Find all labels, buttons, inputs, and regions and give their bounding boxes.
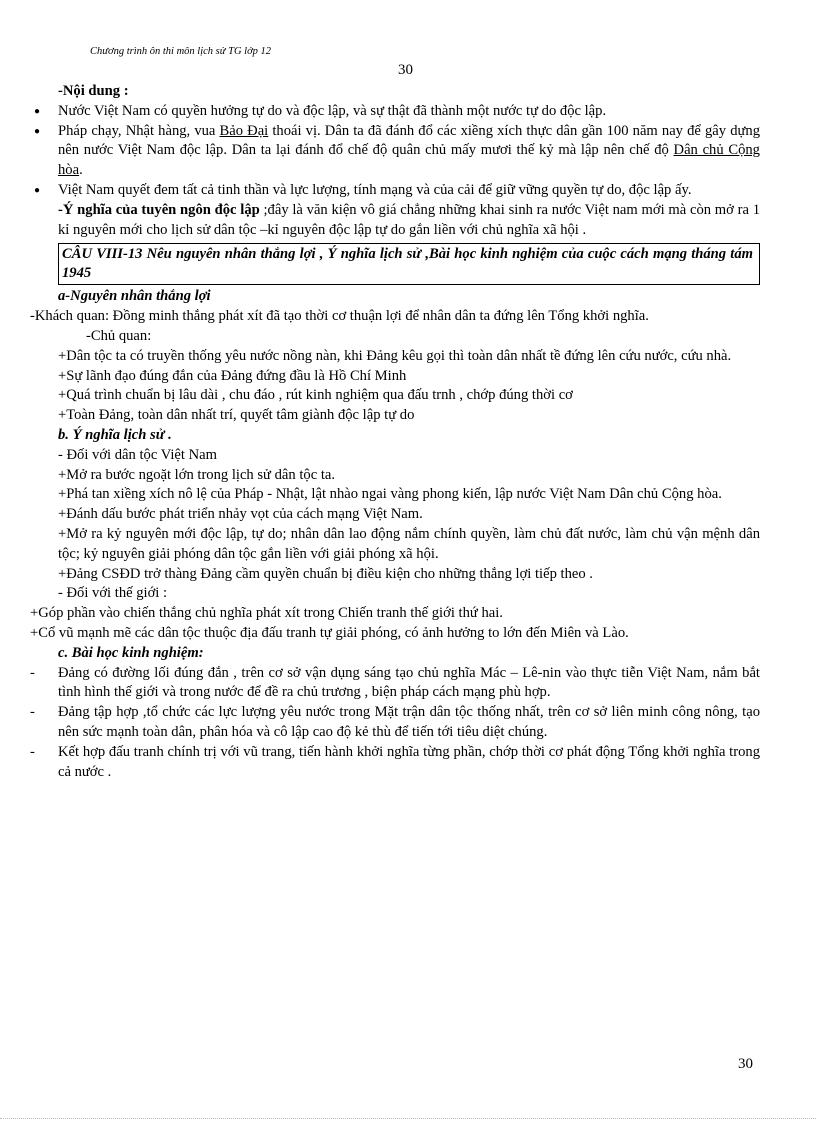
- dash-marker: -: [30, 664, 35, 681]
- dan-chu-cong-hoa-underlined: Dân chủ Cộng hòa: [58, 142, 760, 179]
- noidung-heading: -Nội dung :: [58, 83, 129, 99]
- bao-dai-underlined: Bảo Đại: [219, 122, 269, 139]
- vn-item-3: +Đánh dấu bước phát triển nhảy vọt của cách mạng Việt Nam.: [58, 506, 423, 523]
- vn-item-4: +Mở ra kỷ nguyên mới độc lập, tự do; nhân dân lao động nắm chính quyền, làm chủ đất nước, làm chủ vận mệnh dân tộc; kỷ nguyên giải phóng dân tộc gắn liền với giải phóng xã hội.: [58, 525, 760, 562]
- objective-cause: -Khách quan: Đồng minh thắng phát xít đã tạo thời cơ thuận lợi để nhân dân ta đứng lên Tổng khởi nghĩa.: [30, 308, 649, 325]
- section-c-heading: c. Bài học kinh nghiệm:: [58, 644, 204, 661]
- subjective-item-4: +Toàn Đảng, toàn dân nhất trí, quyết tâm giành độc lập tự do: [58, 407, 415, 424]
- subjective-label: -Chủ quan:: [86, 327, 152, 344]
- section-a-heading: a-Nguyên nhân thắng lợi: [58, 288, 211, 305]
- lesson-item-2: [30, 703, 760, 743]
- significance-label: -Ý nghĩa của tuyên ngôn độc lập: [58, 201, 260, 218]
- noidung-bullet-3: ● Việt Nam quyết đem tất cả tinh thần và lực lượng, tính mạng và của cải để giữ vững quyền tự do, độc lập ấy.: [30, 181, 760, 201]
- world-label: - Đối với thế giới :: [58, 585, 168, 602]
- lesson-item-1: [30, 664, 760, 704]
- section-b-heading: b. Ý nghĩa lịch sử .: [58, 426, 172, 443]
- world-item-1: +Góp phần vào chiến thắng chủ nghĩa phát xít trong Chiến tranh thế giới thứ hai.: [30, 605, 503, 622]
- dash-marker: -: [30, 743, 35, 760]
- course-header-note: Chương trình ôn thi môn lịch sử TG lớp 12: [90, 46, 272, 57]
- lesson-text-1: Đảng có đường lối đúng đắn , trên cơ sở vận dụng sáng tạo chủ nghĩa Mác – Lê-nin vào thực tiễn Việt Nam, nắm bắt tình hình thế giới và trong nước để đề ra chủ trương , biện pháp cách mạng phù hợp.: [58, 664, 760, 701]
- page-number-bottom: 30: [738, 1056, 753, 1072]
- bullet2-text-b: thoái vị. Dân ta đã đánh đổ các xiềng xích thực dân gần 100 năm nay để gây dựng nên nước Việt Nam độc lập. Dân ta lại đánh đổ chế độ quân chủ mấy mươi thế kỷ mà lập nên chế độ: [58, 122, 760, 159]
- significance-paragraph: [30, 201, 760, 241]
- vn-item-2: +Phá tan xiềng xích nô lệ của Pháp - Nhật, lật nhào ngai vàng phong kiến, lập nước Việt Nam Dân chủ Cộng hòa.: [58, 486, 722, 503]
- question-box: CÂU VIII-13 Nêu nguyên nhân thắng lợi , Ý nghĩa lịch sử ,Bài học kinh nghiệm của cuộc cách mạng tháng tám 1945: [58, 243, 760, 285]
- bullet2-text-a: Pháp chạy, Nhật hàng, vua: [58, 122, 220, 139]
- vn-item-5: +Đảng CSĐD trở thàng Đảng cầm quyền chuẩn bị điều kiện cho những thắng lợi tiếp theo .: [58, 565, 593, 582]
- document-body: [30, 82, 760, 782]
- subjective-item-1: +Dân tộc ta có truyền thống yêu nước nồng nàn, khi Đảng kêu gọi thì toàn dân nhất tề đứng lên cứu nước, cứu nhà.: [58, 347, 732, 364]
- page-number-top: 30: [398, 62, 413, 78]
- bullet2-text-c: .: [79, 162, 83, 179]
- noidung-bullet-1: ● Nước Việt Nam có quyền hưởng tự do và độc lập, và sự thật đã thành một nước tự do độc lập.: [30, 102, 760, 122]
- world-item-2: +Cổ vũ mạnh mẽ các dân tộc thuộc địa đấu tranh tự giải phóng, có ảnh hưởng to lớn đến Miên và Lào.: [30, 624, 629, 641]
- vn-label: - Đối với dân tộc Việt Nam: [58, 446, 217, 463]
- vn-item-1: +Mở ra bước ngoặt lớn trong lịch sử dân tộc ta.: [58, 466, 335, 483]
- lesson-item-3: [30, 743, 760, 783]
- dash-marker: -: [30, 704, 35, 721]
- noidung-bullet-2: [30, 122, 760, 181]
- lesson-text-3: Kết hợp đấu tranh chính trị với vũ trang, tiến hành khởi nghĩa từng phần, chớp thời cơ phát động Tổng khởi nghĩa trong cả nước .: [58, 743, 760, 780]
- subjective-item-2: +Sự lãnh đạo đúng đắn của Đảng đứng đầu là Hồ Chí Minh: [58, 367, 407, 384]
- page-bottom-divider: [0, 1118, 816, 1119]
- significance-text: ;đây là văn kiện vô giá chẳng những khai sinh ra nước Việt nam mới mà còn mở ra 1 kỉ nguyên mới cho lịch sử dân tộc –kỉ nguyên độc lập tự do gắn liền với chủ nghĩa xã hội .: [58, 201, 760, 238]
- lesson-text-2: Đảng tập hợp ,tổ chức các lực lượng yêu nước trong Mặt trận dân tộc thống nhất, trên cơ sở liên minh công nông, tạo nên sức mạnh toàn dân, phân hóa và cô lập cao độ kẻ thù để tiến tới tiêu diệt chúng.: [58, 704, 760, 740]
- subjective-item-3: +Quá trình chuẩn bị lâu dài , chu đáo , rút kinh nghiệm qua đấu trnh , chớp đúng thời cơ: [58, 387, 573, 404]
